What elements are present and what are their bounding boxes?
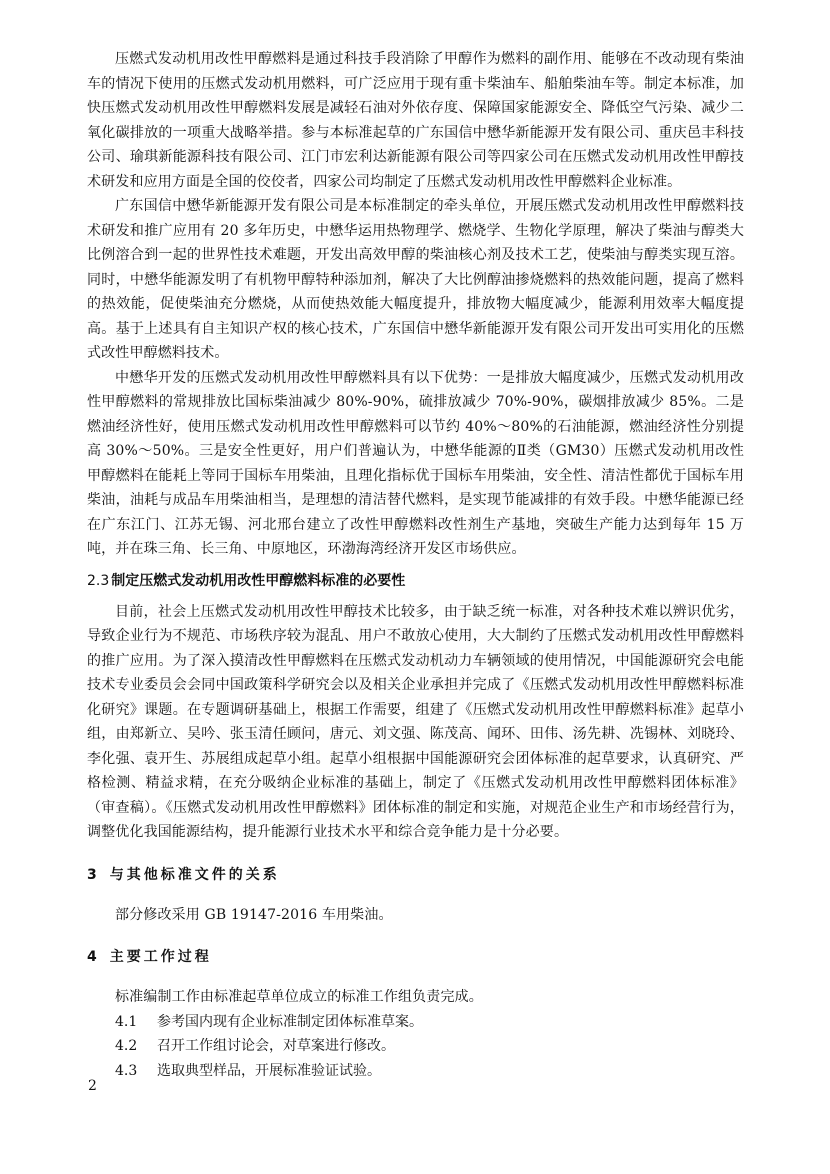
- list-item-text: 召开工作组讨论会，对草案进行修改。: [157, 1038, 395, 1054]
- list-item-number: 4.1: [115, 1013, 138, 1030]
- list-item: [87, 1059, 744, 1084]
- section-2-3-heading: [87, 571, 744, 591]
- list-item: [87, 1010, 744, 1035]
- section-number: 3: [87, 866, 100, 883]
- section-number: 2.3: [87, 572, 110, 589]
- section-3-paragraph: 部分修改采用 GB 19147-2016 车用柴油。: [115, 906, 393, 923]
- section-title: 制定压燃式发动机用改性甲醇燃料标准的必要性: [111, 572, 406, 589]
- section-4-heading: [87, 947, 744, 967]
- section-title: 主要工作过程: [109, 949, 212, 965]
- page-number: 2: [88, 1078, 97, 1094]
- section-3-heading: [87, 865, 744, 885]
- list-item-number: 4.2: [115, 1038, 138, 1054]
- intro-paragraph-2: 广东国信中懋华新能源开发有限公司是本标准制定的牵头单位，开展压燃式发动机用改性甲醇燃料技术研发和推广应用有 20 多年历史，中懋华运用热物理学、燃烧学、生物化学原理，解决了柴油与醇类大比例溶合到一起的世界性技术难题，开发出高效甲醇的柴油核心剂及技术工艺，使柴油与醇类实现互溶。同时，中懋华能源发明了有机物甲醇特种添加剂，解决了大比例醇油掺烧燃料的热效能问题，提高了燃料的热效能，促使柴油充分燃烧，从而使热效能大幅度提升，排放物大幅度减少，能源利用效率大幅度提高。基于上述具有自主知识产权的核心技术，广东国信中懋华新能源开发有限公司开发出可实用化的压燃式改性甲醇燃料技术。: [87, 198, 744, 361]
- page-content: [87, 47, 744, 1083]
- section-2-3-paragraph: 目前，社会上压燃式发动机用改性甲醇技术比较多，由于缺乏统一标准，对各种技术难以辨识优劣，导致企业行为不规范、市场秩序较为混乱、用户不敢放心使用，大大制约了压燃式发动机用改性甲醇燃料的推广应用。为了深入摸清改性甲醇燃料在压燃式发动机动力车辆领域的使用情况，中国能源研究会电能技术专业委员会会同中国政策科学研究会以及相关企业承担并完成了《压燃式发动机用改性甲醇燃料标准化研究》课题。在专题调研基础上，根据工作需要，组建了《压燃式发动机用改性甲醇燃料标准》起草小组，由郑新立、吴吟、张玉清任顾问，唐元、刘文强、陈茂高、闻环、田伟、汤先耕、冼锡林、刘晓玲、李化强、袁开生、苏展组成起草小组。起草小组根据中国能源研究会团体标准的起草要求，认真研究、严格检测、精益求精，在充分吸纳企业标准的基础上，制定了《压燃式发动机用改性甲醇燃料团体标准》（审查稿）。《压燃式发动机用改性甲醇燃料》团体标准的制定和实施，对规范企业生产和市场经营行为，调整优化我国能源结构，提升能源行业技术水平和综合竞争能力是十分必要。: [87, 603, 744, 840]
- intro-paragraph-3: 中懋华开发的压燃式发动机用改性甲醇燃料具有以下优势：一是排放大幅度减少，压燃式发动机用改性甲醇燃料的常规排放比国标柴油减少 80%-90%，硫排放减少 70%-90%，碳烟排放减少 85%。二是燃油经济性好，使用压燃式发动机用改性甲醇燃料可以节约 40%～80%的石油能源，燃油经济性分别提高 30%～50%。三是安全性更好，用户们普遍认为，中懋华能源的Ⅱ类（GM30）压燃式发动机用改性甲醇燃料在能耗上等同于国标车用柴油，且理化指标优于国标车用柴油，安全性、清洁性都优于国标车用柴油，油耗与成品车用柴油相当，是理想的清洁替代燃料，是实现节能减排的有效手段。中懋华能源已经在广东江门、江苏无锡、河北邢台建立了改性甲醇燃料改性剂生产基地，突破生产能力达到每年 15 万吨，并在珠三角、长三角、中原地区，环渤海湾经济开发区市场供应。: [87, 369, 744, 557]
- list-item-number: 4.3: [115, 1062, 138, 1079]
- section-title: 与其他标准文件的关系: [109, 866, 280, 883]
- list-item: [87, 1034, 744, 1059]
- intro-paragraph-1: 压燃式发动机用改性甲醇燃料是通过科技手段消除了甲醇作为燃料的副作用、能够在不改动现有柴油车的情况下使用的压燃式发动机用燃料，可广泛应用于现有重卡柴油车、船舶柴油车等。制定本标准，加快压燃式发动机用改性甲醇燃料发展是减轻石油对外依存度、保障国家能源安全、降低空气污染、减少二氧化碳排放的一项重大战略举措。参与本标准起草的广东国信中懋华新能源开发有限公司、重庆邑丰科技公司、瑜琪新能源科技有限公司、江门市宏利达新能源有限公司等四家公司在压燃式发动机用改性甲醇技术研发和应用方面是全国的佼佼者，四家公司均制定了压燃式发动机用改性甲醇燃料企业标准。: [87, 51, 744, 190]
- list-item-text: 选取典型样品，开展标准验证试验。: [157, 1062, 381, 1079]
- list-item-text: 参考国内现有企业标准制定团体标准草案。: [157, 1013, 423, 1030]
- section-number: 4: [87, 949, 100, 965]
- section-4-intro: 标准编制工作由标准起草单位成立的标准工作组负责完成。: [115, 989, 483, 1005]
